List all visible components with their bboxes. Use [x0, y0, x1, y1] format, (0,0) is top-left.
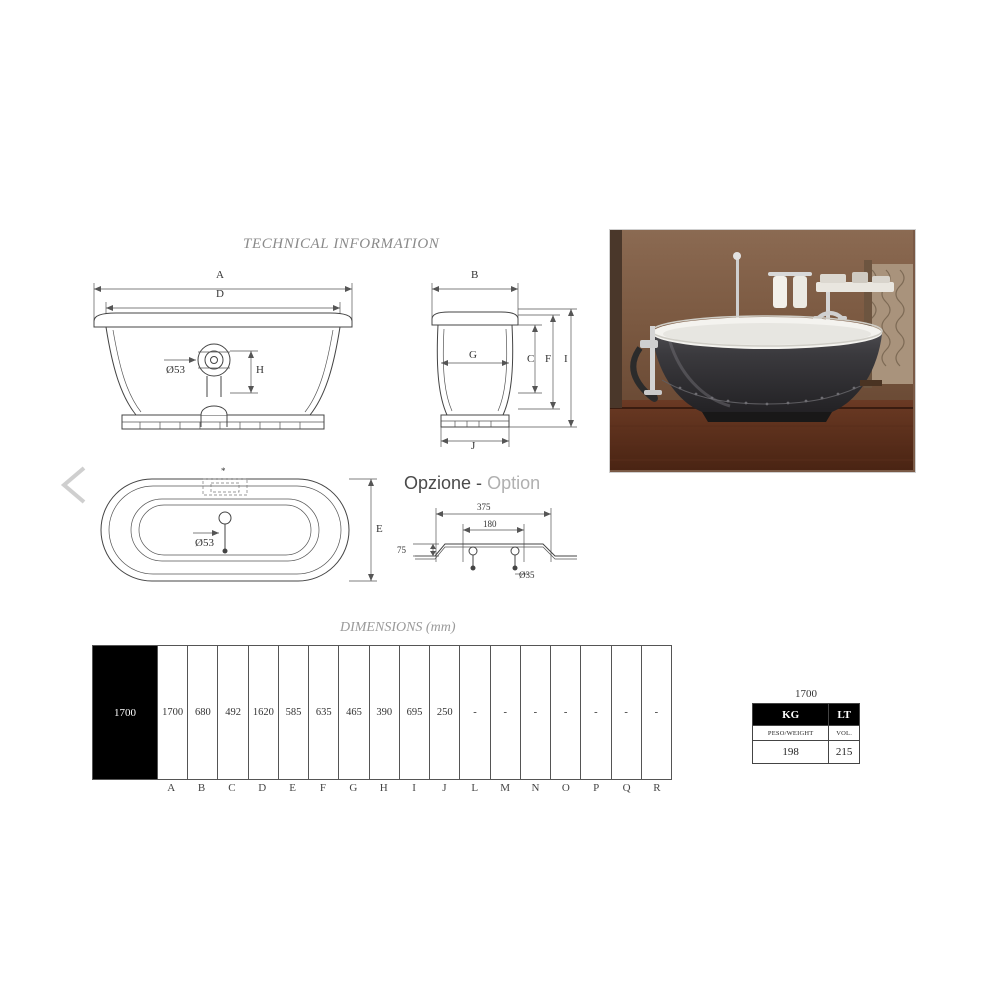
option-dim-375: 375	[477, 502, 491, 512]
dimension-letter-i: I	[412, 782, 416, 794]
dimension-cell-g: 465	[338, 646, 368, 779]
front-label-d: D	[216, 288, 224, 300]
side-label-j: J	[471, 440, 476, 452]
dimension-cell-c: 492	[217, 646, 247, 779]
front-label-a: A	[216, 269, 224, 281]
weight-volume-block	[752, 688, 860, 764]
dimensions-model-cell: 1700	[93, 646, 157, 779]
weight-value-kg: 198	[753, 741, 829, 764]
weight-subheader-vol: VOL.	[829, 726, 860, 741]
weight-table-subheader-row	[753, 726, 860, 741]
dimension-cell-p: -	[580, 646, 610, 779]
dimension-letter-o: O	[561, 782, 570, 794]
dimension-letter-q: Q	[622, 782, 631, 794]
dimension-cell-h: 390	[369, 646, 399, 779]
page-title: TECHNICAL INFORMATION	[243, 236, 440, 252]
option-detail-drawing	[397, 500, 585, 600]
plan-label-e: E	[376, 523, 383, 535]
dimensions-title: DIMENSIONS (mm)	[340, 620, 456, 635]
dimensions-values-row	[157, 646, 671, 779]
front-label-diameter: Ø53	[166, 364, 185, 376]
weight-header-lt: LT	[829, 704, 860, 726]
dimensions-letter-row	[156, 782, 672, 794]
dimension-letter-p: P	[593, 782, 600, 794]
dimension-cell-l: -	[459, 646, 489, 779]
side-label-g: G	[469, 349, 477, 361]
dimension-letter-f: F	[319, 782, 327, 794]
dimensions-table	[92, 645, 672, 780]
dimension-cell-o: -	[550, 646, 580, 779]
dimension-cell-b: 680	[187, 646, 217, 779]
dimension-cell-n: -	[520, 646, 550, 779]
option-title	[404, 473, 540, 494]
dimension-cell-f: 635	[308, 646, 338, 779]
dimension-letter-m: M	[500, 782, 511, 794]
product-photo	[609, 229, 916, 473]
weight-model-label: 1700	[795, 688, 817, 700]
dimension-letter-n: N	[531, 782, 540, 794]
dimension-cell-e: 585	[278, 646, 308, 779]
option-title-en: Option	[487, 473, 541, 493]
front-elevation-drawing	[80, 269, 380, 455]
dimension-letter-e: E	[289, 782, 296, 794]
plan-label-diameter: Ø53	[195, 537, 214, 549]
plan-view-drawing	[85, 465, 385, 595]
option-dim-180: 180	[483, 519, 497, 529]
side-label-i: I	[564, 353, 568, 365]
dimension-letter-l: L	[471, 782, 479, 794]
weight-value-lt: 215	[829, 741, 860, 764]
side-label-c: C	[527, 353, 535, 365]
dimension-cell-j: 250	[429, 646, 459, 779]
weight-table-value-row	[753, 741, 860, 764]
side-elevation-drawing	[405, 269, 585, 455]
dimension-letter-c: C	[228, 782, 236, 794]
side-label-b: B	[471, 269, 479, 281]
dimension-letter-d: D	[258, 782, 267, 794]
weight-table-header-row	[753, 704, 860, 726]
weight-subheader-peso: PESO/WEIGHT	[753, 726, 829, 741]
dimension-cell-i: 695	[399, 646, 429, 779]
dimension-cell-d: 1620	[248, 646, 278, 779]
dimension-cell-a: 1700	[157, 646, 187, 779]
dimension-cell-r: -	[641, 646, 671, 779]
dimension-cell-q: -	[611, 646, 641, 779]
dimension-letter-h: H	[379, 782, 388, 794]
side-label-f: F	[545, 353, 552, 365]
dimension-letter-g: G	[349, 782, 358, 794]
dimension-letter-a: A	[167, 782, 176, 794]
dimension-cell-m: -	[490, 646, 520, 779]
option-dim-75: 75	[397, 545, 406, 555]
dimension-letter-r: R	[653, 782, 661, 794]
option-label-diameter: Ø35	[519, 570, 535, 580]
dimension-letter-j: J	[442, 782, 447, 794]
dimension-letter-b: B	[197, 782, 206, 794]
weight-header-kg: KG	[753, 704, 829, 726]
option-title-it: Opzione -	[404, 473, 483, 493]
weight-volume-table	[752, 703, 860, 764]
front-label-h: H	[256, 364, 264, 376]
plan-star-marker: *	[221, 466, 226, 476]
